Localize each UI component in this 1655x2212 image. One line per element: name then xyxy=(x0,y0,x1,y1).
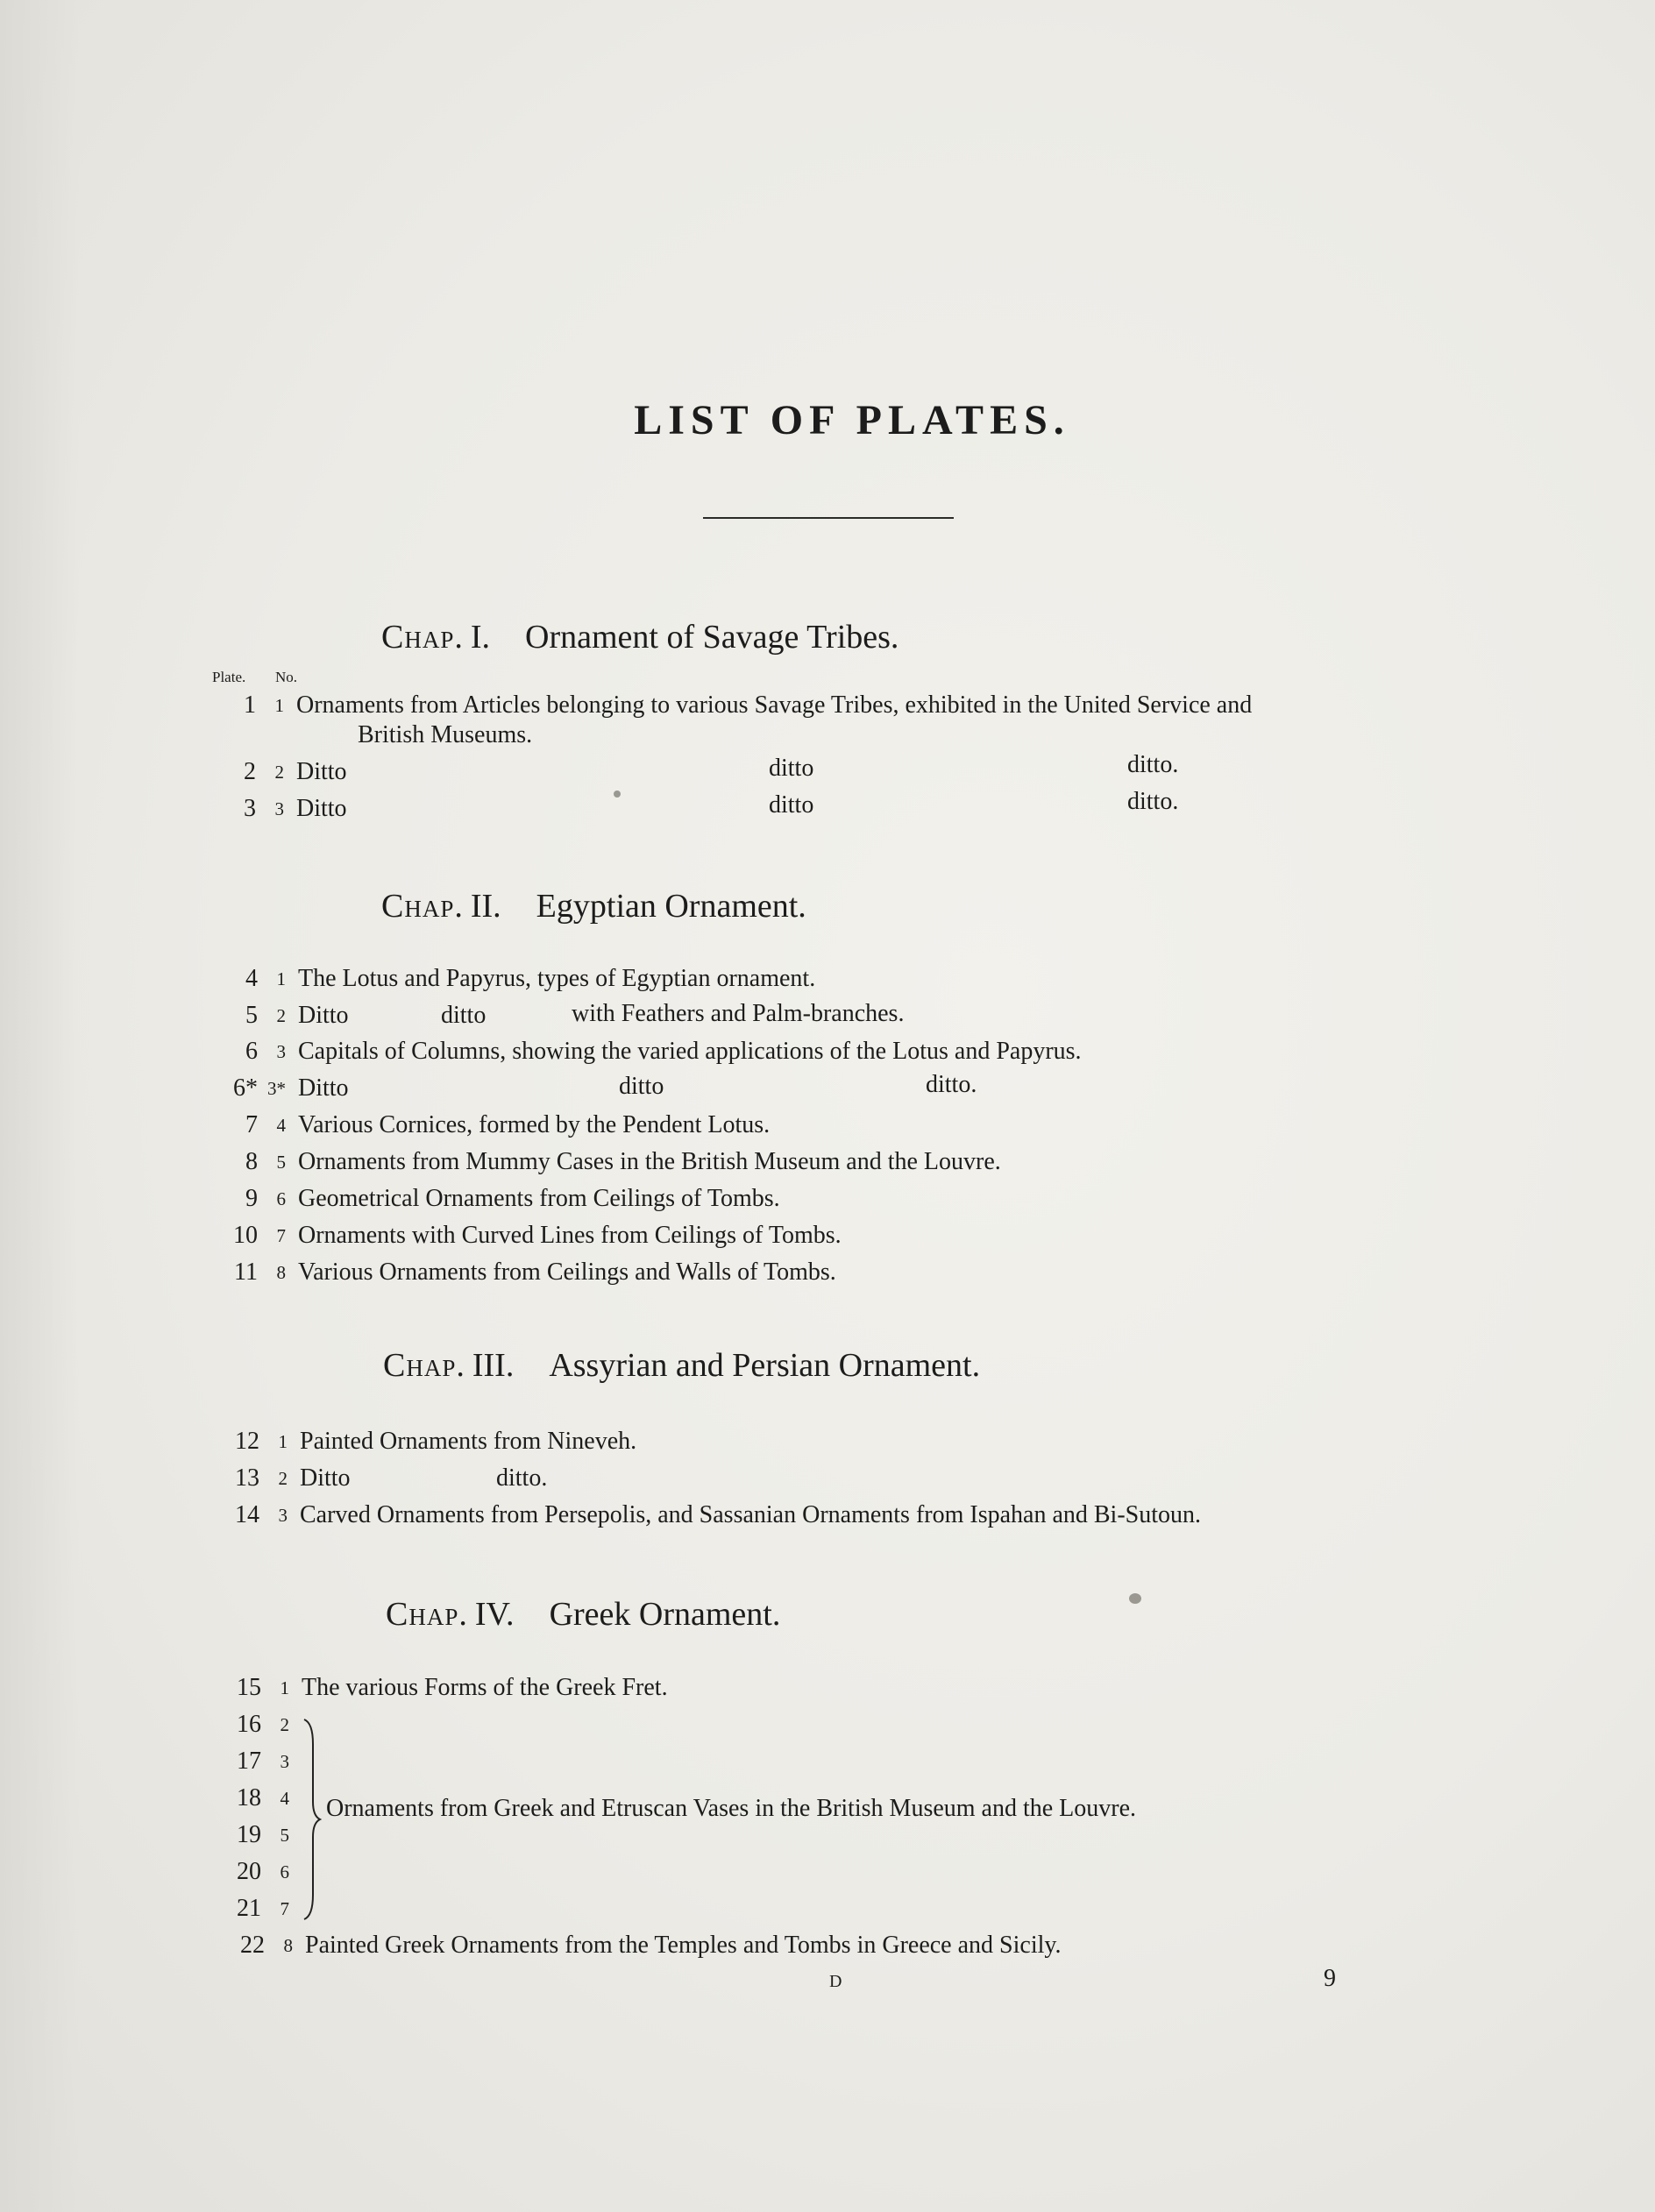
plate-description: Geometrical Ornaments from Ceilings of Tombs. xyxy=(298,1185,780,1212)
chapter-numeral: I. xyxy=(470,619,491,656)
chapter-numeral: II. xyxy=(470,888,501,925)
plate-description: Ornaments from Mummy Cases in the British Museum and the Louvre. xyxy=(298,1148,1001,1175)
plate-description: Ornaments with Curved Lines from Ceilings of Tombs. xyxy=(298,1222,842,1249)
plate-number: 21 xyxy=(237,1895,261,1922)
chapter-heading-4 xyxy=(386,1595,780,1634)
plate-number: 19 xyxy=(237,1821,261,1848)
plate-number: 14 xyxy=(235,1501,259,1528)
item-number: 2 xyxy=(276,1005,286,1026)
item-number: 4 xyxy=(280,1788,289,1809)
item-number: 3 xyxy=(276,1041,286,1062)
item-number: 3 xyxy=(280,1751,289,1772)
plate-number: 11 xyxy=(234,1258,258,1286)
plate-number: 10 xyxy=(233,1222,258,1249)
ditto-column-2: ditto. xyxy=(926,1071,977,1098)
item-number: 5 xyxy=(276,1152,286,1173)
item-number: 5 xyxy=(280,1825,289,1846)
plate-description: Ditto xyxy=(296,795,347,822)
plate-number: 4 xyxy=(245,965,258,992)
plate-number: 8 xyxy=(245,1148,258,1175)
item-number: 6 xyxy=(280,1861,289,1882)
chapter-label: Chap. xyxy=(386,1596,468,1633)
item-number: 3* xyxy=(267,1078,286,1099)
plate-number: 15 xyxy=(237,1674,261,1701)
item-number: 2 xyxy=(274,762,284,783)
plate-number: 18 xyxy=(237,1784,261,1811)
chapter-label: Chap. xyxy=(381,619,464,656)
item-number: 8 xyxy=(276,1262,286,1283)
chapter-label: Chap. xyxy=(381,888,464,925)
plate-description: Ornaments from Articles belonging to various Savage Tribes, exhibited in the United Service and xyxy=(296,691,1253,719)
ditto-column-1: ditto xyxy=(619,1073,664,1100)
item-number: 1 xyxy=(280,1677,289,1698)
item-number: 3 xyxy=(274,798,284,819)
item-number: 1 xyxy=(276,968,286,989)
item-number: 3 xyxy=(278,1505,288,1526)
plate-number: 9 xyxy=(245,1185,258,1212)
plate-description: Ditto xyxy=(300,1464,351,1492)
item-number: 1 xyxy=(274,695,284,716)
chapter-numeral: III. xyxy=(472,1347,515,1384)
ditto-column-1: ditto xyxy=(441,1002,487,1029)
bracketed-description: Ornaments from Greek and Etruscan Vases in the British Museum and the Louvre. xyxy=(326,1795,1137,1822)
plate-description-continued: British Museums. xyxy=(358,721,533,748)
title-rule xyxy=(703,517,954,519)
plate-number: 22 xyxy=(240,1932,265,1959)
ditto-column-2: ditto. xyxy=(1127,788,1179,815)
chapter-numeral: IV. xyxy=(474,1596,515,1633)
chapter-title: Ornament of Savage Tribes. xyxy=(525,619,899,656)
ditto-column-1: ditto. xyxy=(496,1464,548,1492)
plate-number: 3 xyxy=(244,795,256,822)
plate-number: 13 xyxy=(235,1464,259,1492)
plate-description: Carved Ornaments from Persepolis, and Sassanian Ornaments from Ispahan and Bi-Sutoun. xyxy=(300,1501,1202,1528)
plate-number: 16 xyxy=(237,1711,261,1738)
chapter-label: Chap. xyxy=(383,1347,465,1384)
paper-speck xyxy=(1129,1593,1141,1604)
column-header-no: No. xyxy=(275,669,298,685)
plate-number: 7 xyxy=(245,1111,258,1138)
plate-description: Various Cornices, formed by the Pendent Lotus. xyxy=(298,1111,771,1138)
plate-number: 2 xyxy=(244,758,256,785)
plate-number: 6 xyxy=(245,1038,258,1065)
plate-description: Ditto xyxy=(298,1002,349,1029)
chapter-title: Egyptian Ornament. xyxy=(536,888,806,925)
signature-mark: D xyxy=(829,1972,842,1991)
plate-description: The various Forms of the Greek Fret. xyxy=(302,1674,668,1701)
plate-description: Ditto xyxy=(296,758,347,785)
ditto-column-2: ditto. xyxy=(1127,751,1179,778)
paper-speck xyxy=(614,791,621,798)
plate-description: Various Ornaments from Ceilings and Walls of Tombs. xyxy=(298,1258,836,1286)
plate-number: 17 xyxy=(237,1748,261,1775)
page-number: 9 xyxy=(1324,1965,1336,1992)
item-number: 7 xyxy=(280,1898,289,1919)
item-number: 1 xyxy=(278,1431,288,1452)
chapter-heading-1 xyxy=(381,618,899,656)
plate-description: Ditto xyxy=(298,1074,349,1102)
chapter-title: Greek Ornament. xyxy=(549,1596,781,1633)
column-header-plate: Plate. xyxy=(212,669,246,685)
chapter-title: Assyrian and Persian Ornament. xyxy=(549,1347,981,1384)
plate-description: Capitals of Columns, showing the varied applications of the Lotus and Papyrus. xyxy=(298,1038,1082,1065)
plate-description: Painted Greek Ornaments from the Temples and Tombs in Greece and Sicily. xyxy=(305,1932,1062,1959)
plate-number: 1 xyxy=(244,691,256,719)
grouping-brace xyxy=(302,1718,322,1921)
plate-number: 20 xyxy=(237,1858,261,1885)
item-number: 8 xyxy=(283,1935,293,1956)
plate-description: Painted Ornaments from Nineveh. xyxy=(300,1428,637,1455)
plate-number: 6* xyxy=(233,1074,258,1102)
page-fold-shadow xyxy=(0,0,79,2212)
ditto-column-2: with Feathers and Palm-branches. xyxy=(572,1000,905,1027)
plate-number: 5 xyxy=(245,1002,258,1029)
ditto-column-1: ditto xyxy=(769,755,814,782)
plate-description: The Lotus and Papyrus, types of Egyptian ornament. xyxy=(298,965,816,992)
chapter-heading-2 xyxy=(381,887,806,925)
ditto-column-1: ditto xyxy=(769,791,814,819)
item-number: 2 xyxy=(280,1714,289,1735)
item-number: 2 xyxy=(278,1468,288,1489)
chapter-heading-3 xyxy=(383,1346,980,1385)
item-number: 4 xyxy=(276,1115,286,1136)
item-number: 7 xyxy=(276,1225,286,1246)
plate-number: 12 xyxy=(235,1428,259,1455)
page-title: LIST OF PLATES. xyxy=(634,397,1070,443)
item-number: 6 xyxy=(276,1188,286,1209)
